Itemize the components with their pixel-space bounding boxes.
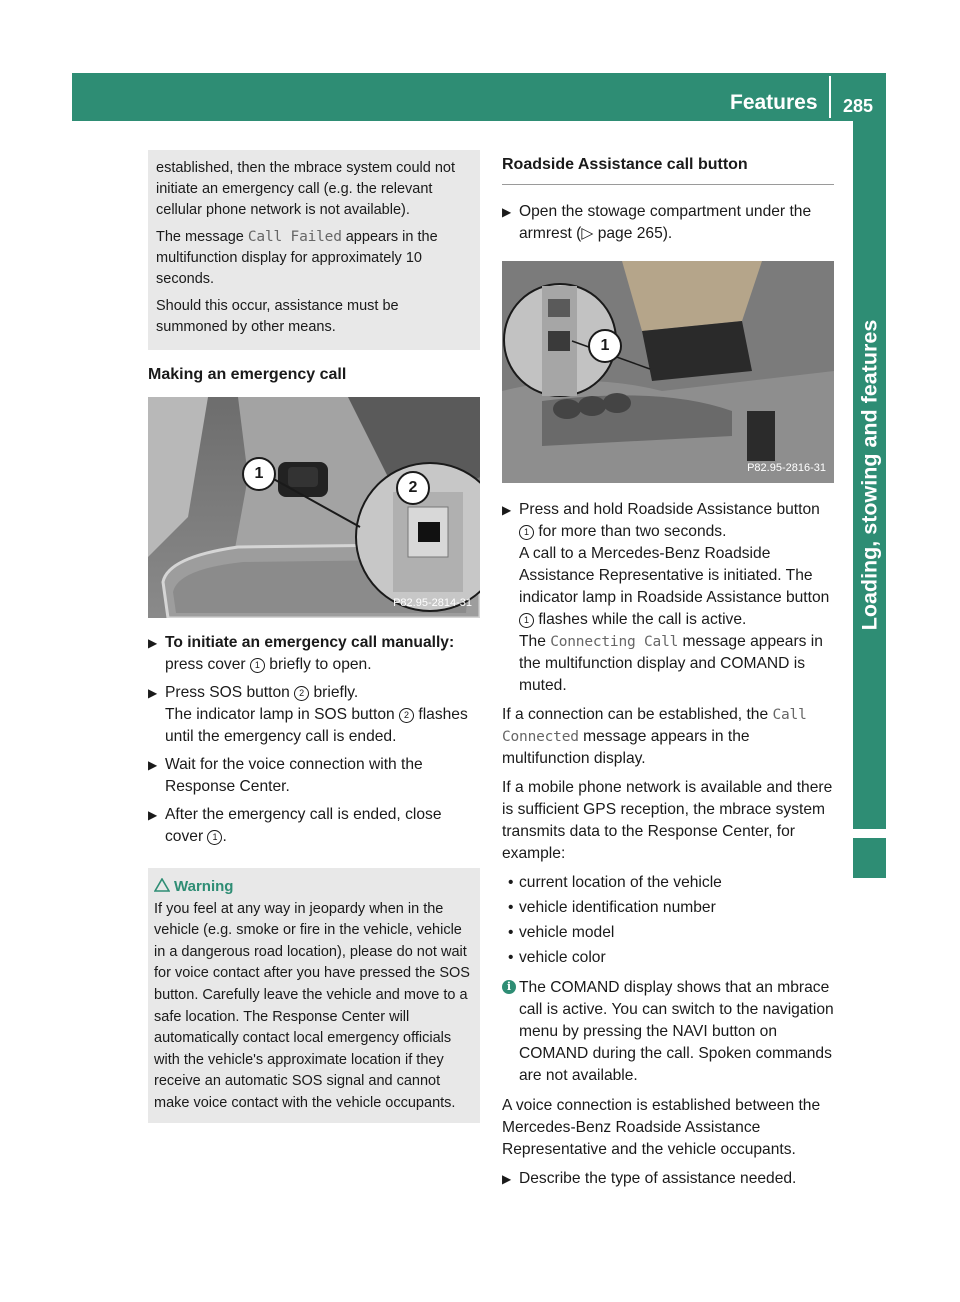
- armrest-photo: [502, 261, 834, 483]
- info-icon: i: [502, 980, 516, 994]
- list-item: • vehicle color: [502, 947, 834, 969]
- paragraph: A voice connection is established between the Mercedes-Benz Roadside Assistance Representative and the vehicle occupants.: [502, 1097, 821, 1158]
- section-title: Features: [730, 91, 818, 114]
- note-box: [148, 150, 480, 350]
- warning-text: If you feel at any way in jeopardy when in the vehicle (e.g. smoke or fire in the vehicle, vehicle in a dangerous road location), please do not wait for voice contact after you have pressed the SOS button. Carefully leave the vehicle and move to a safe location. The Response Center will automatically contact local emergency officials with the vehicle's approximate location if they receive an automatic SOS signal and cannot make voice contact with the vehicle occupants.: [154, 900, 470, 1111]
- note-paragraph: Should this occur, assistance must be summoned by other means.: [156, 298, 399, 335]
- step-arrow-icon: ▶: [502, 503, 512, 517]
- instruction-step: ▶ Describe the type of assistance needed.: [502, 1168, 834, 1190]
- circled-1-icon: 1: [519, 613, 534, 628]
- bullet-icon: •: [508, 874, 514, 891]
- page-number: 285: [843, 96, 874, 116]
- header-divider: [829, 76, 831, 118]
- step-arrow-icon: ▶: [148, 636, 158, 650]
- photo-reference: P82.95-2816-31: [747, 462, 826, 474]
- emergency-call-heading: Making an emergency call: [148, 366, 347, 383]
- list-item: • current location of the vehicle: [502, 872, 834, 894]
- warning-triangle-icon: [154, 878, 170, 892]
- step-arrow-icon: ▶: [502, 205, 512, 219]
- step-arrow-icon: ▶: [148, 808, 158, 822]
- right-column: [502, 150, 834, 1196]
- bullet-icon: •: [508, 924, 514, 941]
- callout-2: 2: [396, 471, 430, 505]
- info-note: i The COMAND display shows that an mbrace call is active. You can switch to the navigation menu by pressing the NAVI button on COMAND during the call. Spoken commands are not available.: [502, 977, 834, 1087]
- note-paragraph: The message Call Failed appears in the multifunction display for approximately 10 seconds.: [156, 229, 438, 287]
- paragraph: If a connection can be established, the Call Connected message appears in the multifunction display.: [502, 706, 807, 767]
- warning-box: [148, 868, 480, 1123]
- list-item: • vehicle model: [502, 922, 834, 944]
- circled-2-icon: 2: [294, 686, 309, 701]
- instruction-step: ▶ After the emergency call is ended, close cover 1 .: [148, 806, 442, 845]
- chapter-marker: [853, 838, 886, 878]
- left-column: [148, 150, 480, 1123]
- circled-2-icon: 2: [399, 708, 414, 723]
- step-arrow-icon: ▶: [502, 1172, 512, 1186]
- instruction-step: ▶ To initiate an emergency call manually: press cover 1 briefly to open.: [148, 634, 455, 673]
- paragraph: If a mobile phone network is available and there is sufficient GPS reception, the mbrace system transmits data to the Response Center, for example:: [502, 779, 833, 862]
- note-paragraph: established, then the mbrace system could not initiate an emergency call (e.g. the relevant cellular phone network is not available).: [156, 160, 456, 218]
- instruction-step: ▶ Open the stowage compartment under the armrest (▷ page 265).: [502, 203, 812, 242]
- mirror-photo: [148, 397, 480, 618]
- bullet-icon: •: [508, 899, 514, 916]
- roadside-heading: Roadside Assistance call button: [502, 154, 834, 185]
- warning-header: [154, 876, 474, 899]
- instruction-step: ▶ Wait for the voice connection with the Response Center.: [148, 756, 423, 795]
- bullet-icon: •: [508, 949, 514, 966]
- step-arrow-icon: ▶: [148, 758, 158, 772]
- warning-title: Warning: [174, 878, 234, 895]
- chapter-tab-label: Loading, stowing and features: [857, 319, 882, 631]
- mirror-illustration: [148, 397, 480, 618]
- callout-1: 1: [242, 457, 276, 491]
- circled-1-icon: 1: [519, 525, 534, 540]
- instruction-step: ▶ Press and hold Roadside Assistance button 1 for more than two seconds. A call to a Mercedes-Benz Roadside Assistance Representative is initiated. The indicator lamp in Roadside Assistance button 1 flashes while the call is active. The Connecting Call message appears in the multifunction display and COMAND is muted.: [502, 501, 830, 694]
- photo-reference: P82.95-2814-31: [393, 597, 472, 609]
- step-arrow-icon: ▶: [148, 686, 158, 700]
- instruction-step: ▶ Press SOS button 2 briefly. The indicator lamp in SOS button 2 flashes until the emergency call is ended.: [148, 684, 468, 745]
- armrest-illustration: [502, 261, 834, 483]
- circled-1-icon: 1: [207, 830, 222, 845]
- list-item: • vehicle identification number: [502, 897, 834, 919]
- circled-1-icon: 1: [250, 658, 265, 673]
- callout-1: 1: [588, 329, 622, 363]
